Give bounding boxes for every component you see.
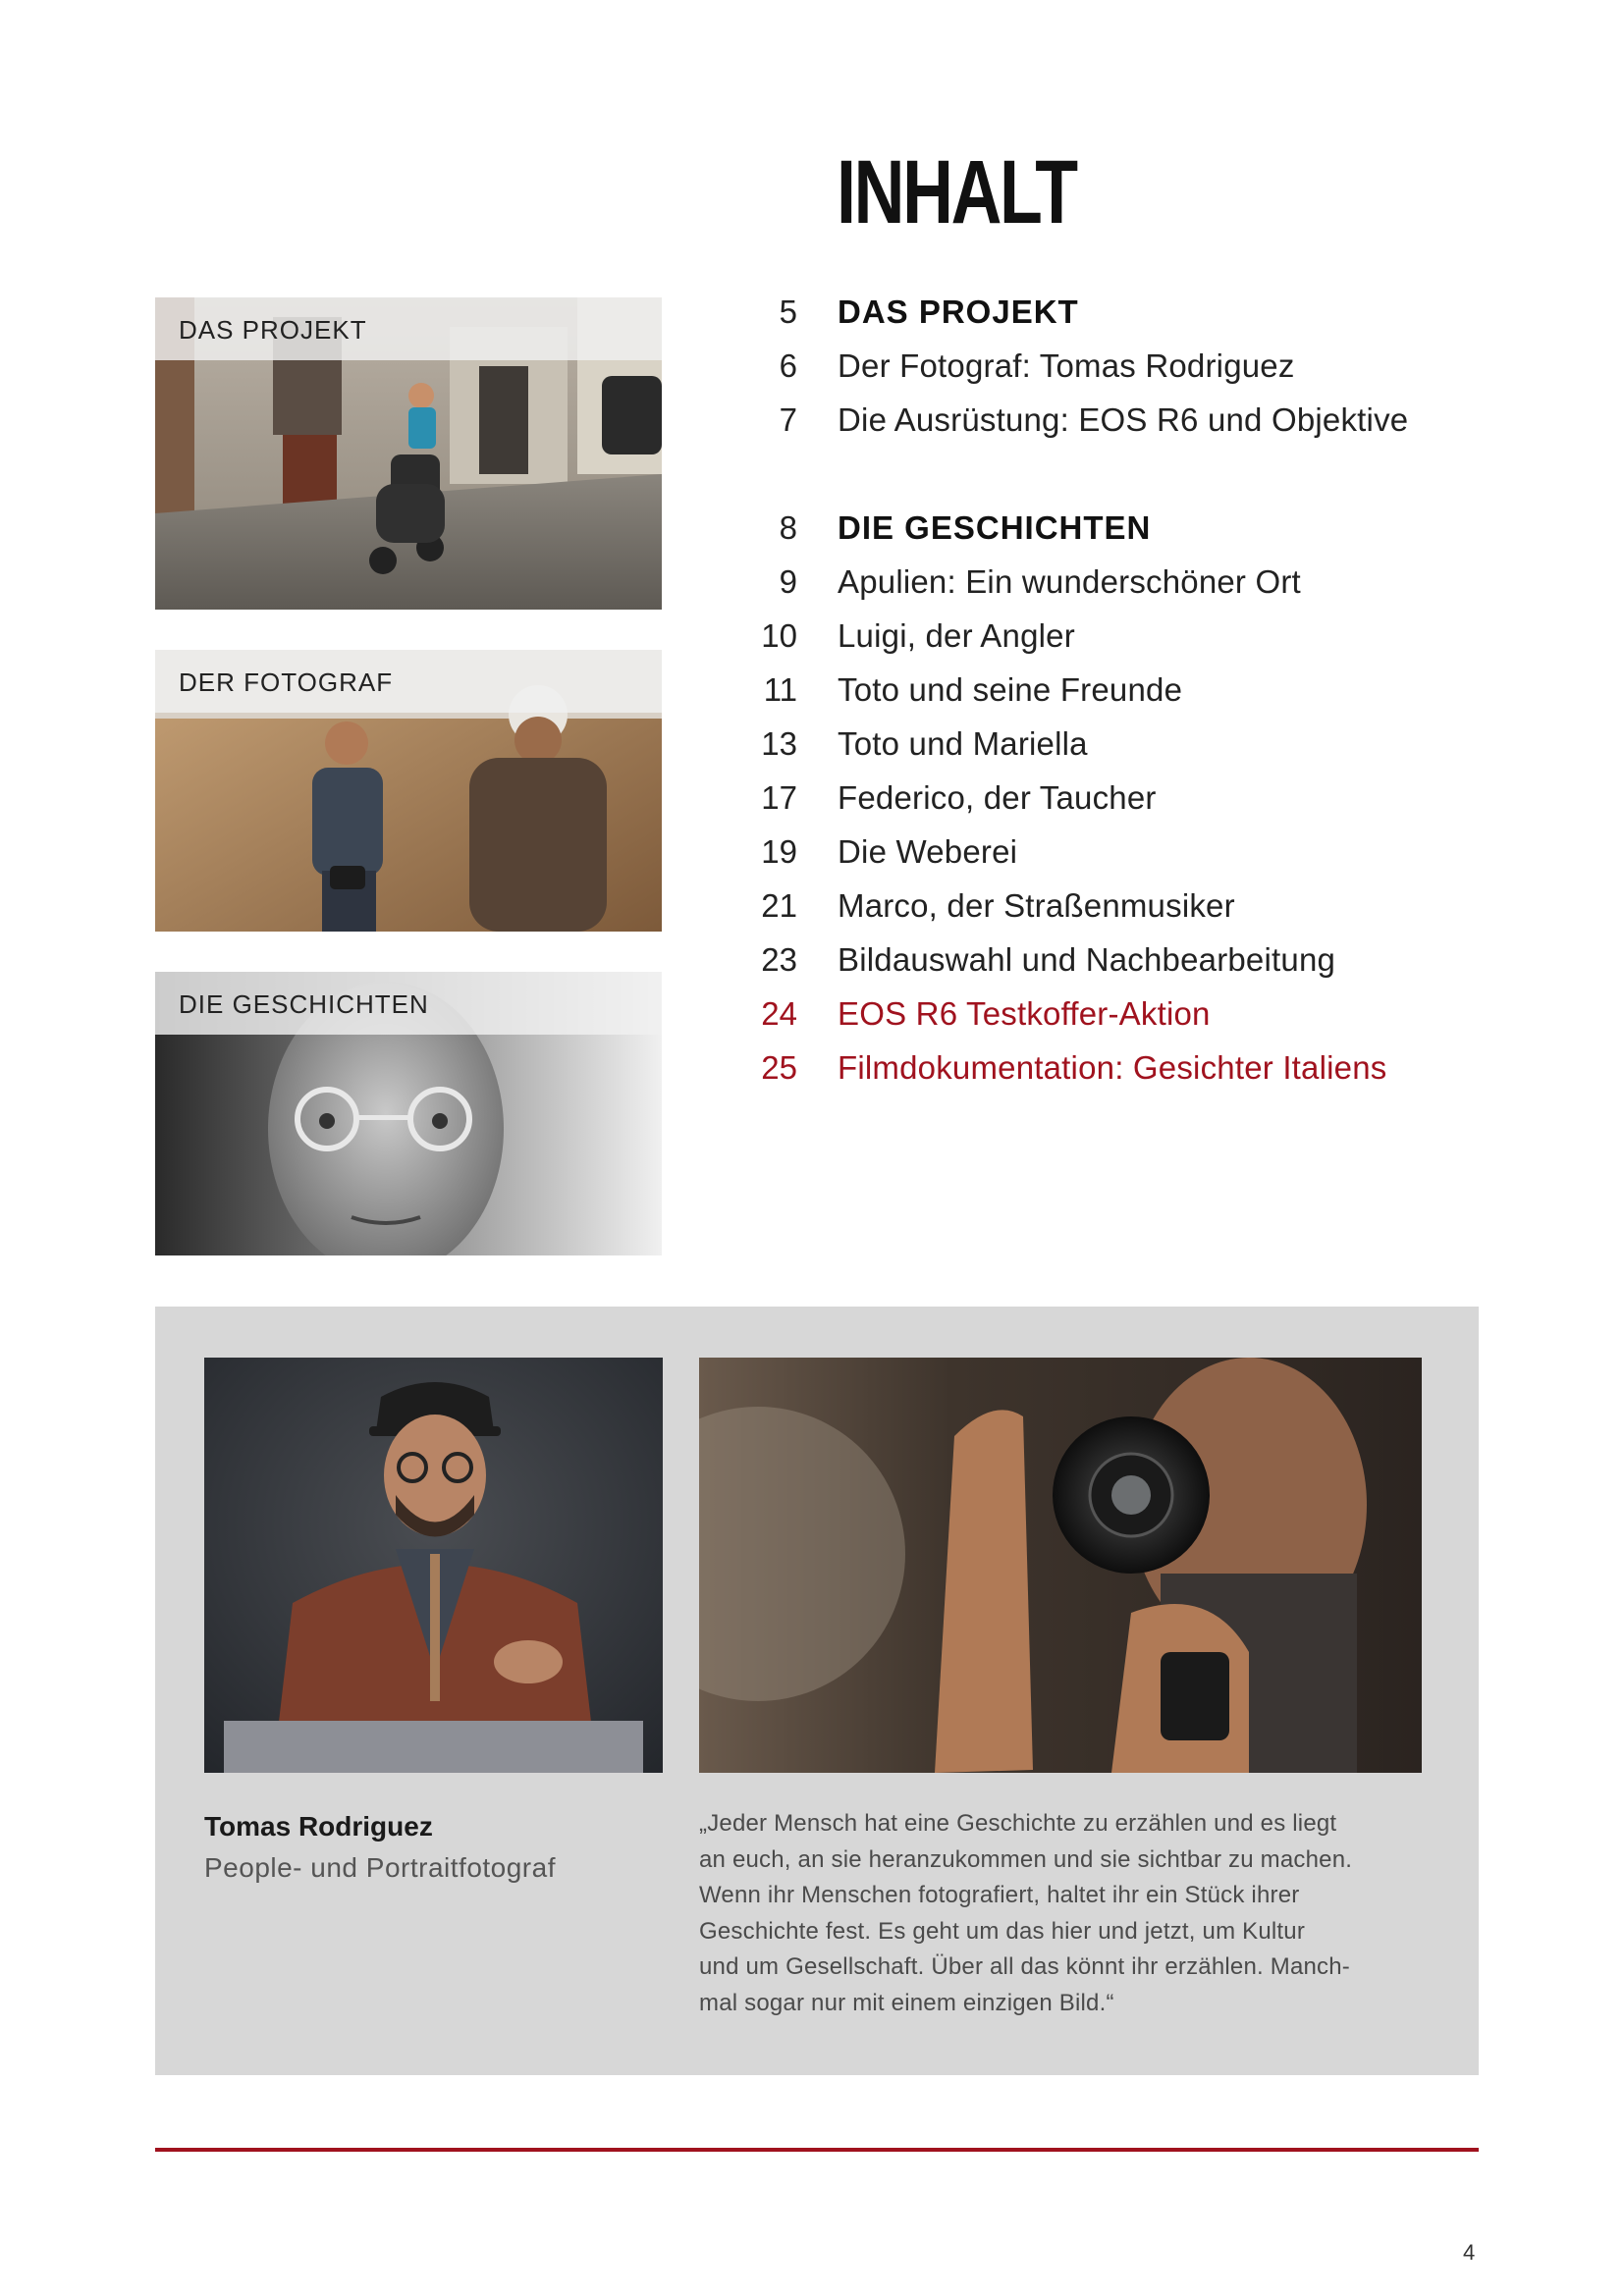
toc-entry[interactable] [727,291,1571,345]
photographer-name: Tomas Rodriguez [204,1811,433,1842]
toc-section-heading: DAS PROJEKT [838,294,1079,330]
thumbnail-label: DER FOTOGRAF [179,667,394,697]
toc-entry[interactable] [727,776,1571,830]
toc-entry-label: Marco, der Straßenmusiker [838,887,1235,924]
toc-entry-label: Toto und seine Freunde [838,671,1183,708]
table-of-contents [727,291,1571,1100]
toc-entry[interactable] [727,938,1571,992]
toc-page-number: 7 [779,401,797,438]
toc-page-number: 21 [761,887,797,924]
toc-page-number: 11 [763,671,797,708]
toc-entry[interactable] [727,399,1571,453]
lens-closeup-photo [699,1358,1422,1773]
toc-entry-label: Die Weberei [838,833,1018,870]
thumbnail-label-band [155,972,662,1035]
photographer-feature-box [155,1307,1479,2075]
page-number: 4 [1463,2240,1476,2265]
toc-entry-highlight[interactable] [727,1046,1571,1100]
page-title: INHALT [837,142,1076,242]
photographer-quote: „Jeder Mensch hat eine Geschichte zu erzählen und es liegt an euch, an sie heranzukommen und sie sichtbar zu machen. Wenn ihr Menschen fotografiert, haltet ihr ein Stück ihrer Geschichte fest. Es geht um das hier und jetzt, um Kultur und um Gesellschaft. Über all das könnt ihr erzählen. Manch- mal sogar nur mit einem einzigen Bild.“ [699,1810,1353,2016]
toc-entry[interactable] [727,722,1571,776]
thumbnail-label: DAS PROJEKT [179,315,367,345]
toc-page-number: 10 [761,617,797,654]
toc-entry[interactable] [727,884,1571,938]
toc-entry-label: Filmdokumentation: Gesichter Italiens [838,1049,1387,1086]
toc-entry[interactable] [727,507,1571,561]
toc-entry-label: Die Ausrüstung: EOS R6 und Objektive [838,401,1409,438]
toc-page-number: 6 [779,347,797,384]
thumbnail-label-band [155,650,662,713]
toc-page-number: 5 [779,294,797,330]
toc-entry-highlight[interactable] [727,992,1571,1046]
toc-entry[interactable] [727,345,1571,399]
photographer-role: People- und Portraitfotograf [204,1852,556,1883]
toc-page-number: 9 [779,563,797,600]
thumbnail-label: DIE GESCHICHTEN [179,989,429,1019]
thumbnail-der-fotograf[interactable] [155,650,662,932]
toc-page-number: 8 [779,509,797,546]
toc-page-number: 17 [761,779,797,816]
toc-entry[interactable] [727,668,1571,722]
thumbnail-die-geschichten[interactable] [155,972,662,1255]
lens-closeup [699,1358,1422,1773]
toc-entry-label: Toto und Mariella [838,725,1088,762]
toc-entry[interactable] [727,561,1571,614]
toc-entry-label: Apulien: Ein wunderschöner Ort [838,563,1301,600]
toc-entry-label: Der Fotograf: Tomas Rodriguez [838,347,1295,384]
toc-entry-label: Federico, der Taucher [838,779,1157,816]
toc-entry[interactable] [727,830,1571,884]
photographer-portrait [204,1358,663,1773]
toc-page-number: 19 [761,833,797,870]
toc-page-number: 13 [761,725,797,762]
toc-entry-label: EOS R6 Testkoffer-Aktion [838,995,1211,1032]
toc-entry-label: Luigi, der Angler [838,617,1075,654]
toc-page-number: 24 [761,995,797,1032]
toc-section-heading: DIE GESCHICHTEN [838,509,1152,546]
footer-divider [155,2148,1479,2152]
toc-page-number: 23 [761,941,797,978]
thumbnail-label-band [155,297,662,360]
toc-page-number: 25 [761,1049,797,1086]
toc-entry-label: Bildauswahl und Nachbearbeitung [838,941,1336,978]
toc-entry[interactable] [727,614,1571,668]
photographer-portrait-photo [204,1358,663,1773]
thumbnail-das-projekt[interactable] [155,297,662,610]
